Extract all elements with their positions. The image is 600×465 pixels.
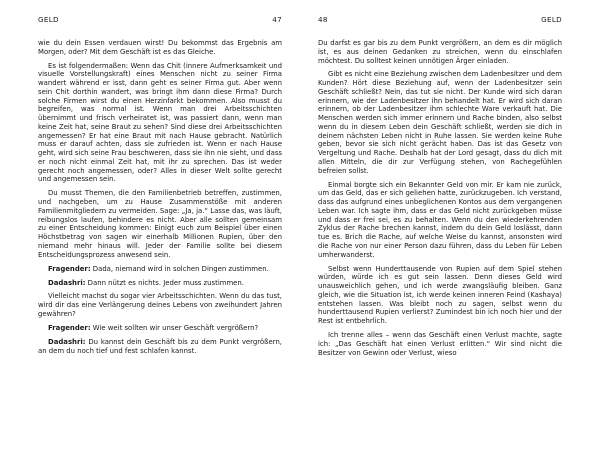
dialogue-paragraph: Dadashri: Du kannst dein Geschäft bis zu dem Punkt vergrößern, an dem du noch tief und fest schlafen kannst. — [38, 337, 282, 355]
speaker-label: Fragender: — [48, 323, 91, 332]
running-title: GELD — [541, 15, 562, 24]
paragraph: Du musst Themen, die den Familienbetrieb betreffen, zustimmen, und nachgeben, um zu Hause Zusammenstöße mit anderen Familienmitgliedern zu vermeiden. Sage: „Ja, ja.“ Lasse das, was läuft, reibungslos laufen, behindere es nicht. Aber alle sollten gemeinsam zu einer Entscheidung kommen: Einigt euch zum Beispiel über einen Höchstbetrag von sagen wir einerhalb Millionen Rupien, über den niemand mehr hinaus will. Jeder der Familie sollte bei diesem Entscheidungsprozess anwesend sein. — [38, 189, 282, 259]
dialogue-paragraph: Dadashri: Dann nützt es nichts. Jeder muss zustimmen. — [48, 278, 244, 287]
paragraph: Du darfst es gar bis zu dem Punkt vergrößern, an dem es dir möglich ist, es aus deinen Gedanken zu streichen, wenn du einschlafen möchtest. Du solltest keinen unnötigen Ärger einladen. — [318, 39, 562, 65]
right-page — [300, 0, 600, 465]
paragraph: Einmal borgte sich ein Bekannter Geld von mir. Er kam nie zurück, um das Geld, das er sich geliehen hatte, zurückzugeben. Ich verstand, dass das aufgrund eines unbeglichenen Kontos aus dem vergangenen Leben war. Ich sagte ihm, dass er das Geld nicht zurückgeben müsse und dass er frei sei, es zu behalten. Wenn du den wiederkehrenden Zyklus der Rache brechen kannst, indem du dein Geld loslässt, dann tue es. Brich die Rache, auf welche Weise du kannst, ansonsten wird die Rache von nur einer Person dazu führen, dass du Leben für Leben umherwanderst. — [318, 180, 562, 259]
right-running-head — [318, 15, 562, 26]
paragraph: Selbst wenn Hunderttausende von Rupien auf dem Spiel stehen würden, würde ich es gut sein lassen. Denn dieses Geld wird unausweichlich gehen, und ich werde zwangsläufig bleiben. Ganz gleich, wie die Situation ist, ich werde keinen inneren Feind (Kashaya) entstehen lassen. Was bleibt noch zu sagen, selbst wenn du hunderttausend Rupien verlierst? Zumindest bin ich noch hier und der Rest ist entbehrlich. — [318, 264, 562, 326]
speaker-label: Dadashri: — [48, 278, 86, 287]
speaker-label: Fragender: — [48, 264, 91, 273]
paragraph: Ich trenne alles – wenn das Geschäft einen Verlust machte, sagte ich: „Das Geschäft hat einen Verlust erlitten.“ Wir sind nicht die Besitzer von Gewinn oder Verlust, wieso — [318, 331, 562, 357]
dialogue-paragraph: Fragender: Wie weit sollten wir unser Geschäft vergrößern? — [48, 323, 259, 332]
dialogue-paragraph: Fragender: Dada, niemand wird in solchen Dingen zustimmen. — [48, 264, 269, 273]
left-body-text — [38, 39, 282, 355]
running-title: GELD — [38, 15, 59, 24]
paragraph: Es ist folgendermaßen: Wenn das Chit (innere Aufmerksamkeit und visuelle Vorstellungskraft) eines Menschen nicht zu seiner Firma wandert während er isst, dann geht es seiner Firma gut. Aber wenn sein Chit dorthin wandert, was bringt ihm dann diese Firma? Durch solche Firmen wirst du einen Herzinfarkt bekommen. Also musst du begreifen, was normal ist. Wenn man drei Arbeitsschichten übernimmt und frisch verheiratet ist, was passiert dann, wenn man keine Zeit hat, seine Braut zu sehen? Sind diese drei Arbeitsschichten angemessen? Er hat eine Braut mit nach Hause gebracht. Natürlich muss er darauf achten, dass sie zufrieden ist. Wenn er nach Hause geht, wird sich seine Frau beschweren, dass sie ihn nie sieht, und dass er noch nicht einmal Zeit hat, mit ihr zu sprechen. Das ist weder gerecht noch angemessen, oder? Alles in dieser Welt sollte gerecht und angemessen sein. — [38, 61, 282, 184]
left-running-head — [38, 15, 282, 26]
paragraph: Gibt es nicht eine Beziehung zwischen dem Ladenbesitzer und dem Kunden? Hört diese Beziehung auf, wenn der Ladenbesitzer sein Geschäft schließt? Nein, das tut sie nicht. Der Kunde wird sich daran erinnern, wie der Ladenbesitzer ihn behandelt hat. Er wird sich daran erinnern, ob der Ladenbesitzer ihm schlechte Ware verkauft hat. Die Menschen werden sich immer erinnern und Rache binden, also selbst wenn du in diesem Leben dein Geschäft schließt, werden sie dich in deinem nächsten Leben nicht in Ruhe lassen. Sie werden keine Ruhe geben, bevor sie sich nicht gerächt haben. Das ist das Gesetz von Vergeltung und Rache. Deshalb hat der Lord gesagt, dass du dich mit allen Mitteln, die dir zur Verfügung stehen, von Rachegefühlen befreien sollst. — [318, 70, 562, 175]
paragraph: wie du dein Essen verdauen wirst! Du bekommst das Ergebnis am Morgen, oder? Mit dem Geschäft ist es das Gleiche. — [38, 39, 282, 56]
right-body-text — [318, 39, 562, 357]
page-number: 47 — [272, 15, 282, 24]
speaker-label: Dadashri: — [48, 337, 86, 346]
paragraph: Vielleicht machst du sogar vier Arbeitsschichten. Wenn du das tust, wird dir das eine Verlängerung deines Lebens von zweihundert Jahren gewähren? — [38, 292, 282, 318]
page-number: 48 — [318, 15, 328, 24]
